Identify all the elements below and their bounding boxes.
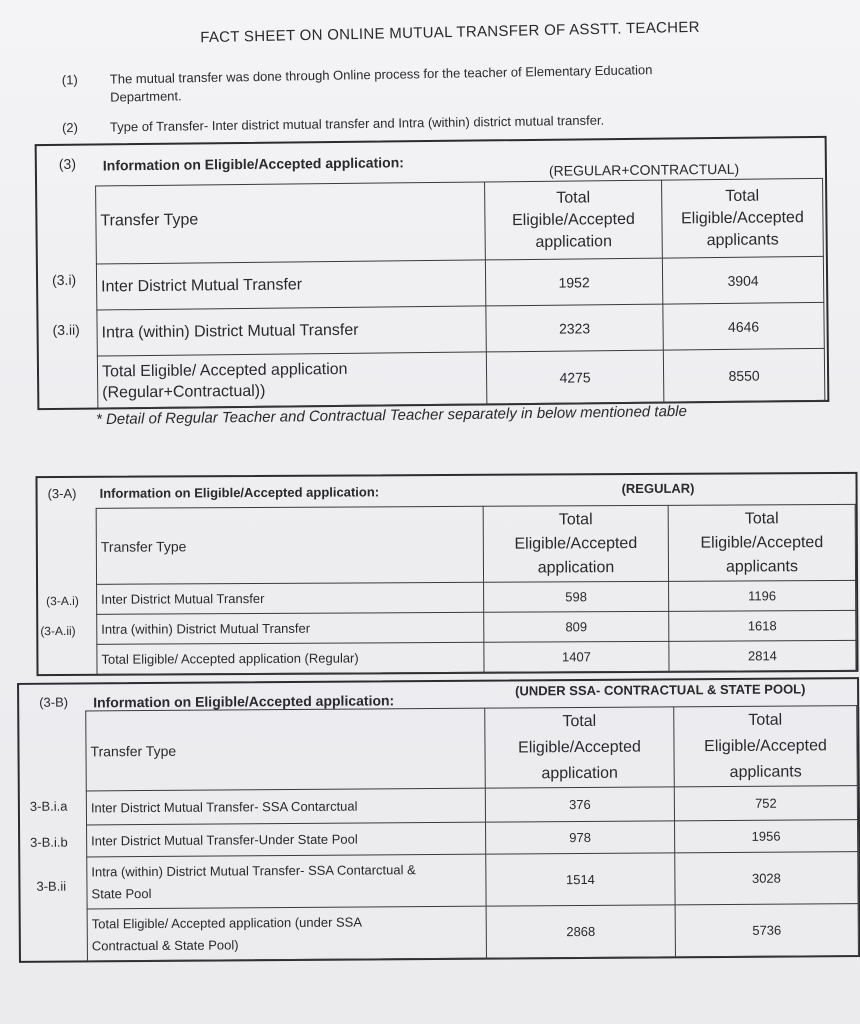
cell-applicants: 1196: [669, 580, 856, 611]
cell-type: Inter District Mutual Transfer: [96, 260, 485, 310]
col-header-type: Transfer Type: [96, 182, 486, 264]
total-label-line: Total Eligible/ Accepted application: [101, 360, 348, 380]
section-3b-box: [17, 677, 860, 963]
table-total-row: [87, 904, 858, 961]
cell-applicants: 2814: [669, 640, 856, 671]
table-row: [97, 302, 824, 356]
point-text-line1: The mutual transfer was done through Online process for the teacher of Elementary Education: [109, 62, 653, 87]
total-label-line: Total Eligible/ Accepted application (under SSA: [91, 914, 363, 931]
row-id: 3-B.ii: [36, 878, 67, 894]
cell-applicants: 8550: [663, 348, 825, 402]
cell-application: 809: [484, 611, 669, 642]
header-line: application: [537, 558, 615, 577]
footnote: * Detail of Regular Teacher and Contractual Teacher separately in below mentioned table: [95, 402, 688, 429]
section-category: (REGULAR+CONTRACTUAL): [548, 160, 740, 179]
cell-application: 978: [486, 821, 675, 854]
cell-type: Total Eligible/ Accepted application (Regular): [97, 642, 484, 674]
cell-applicants: 4646: [663, 302, 824, 350]
header-line: Eligible/Accepted: [704, 736, 827, 755]
header-line: applicants: [725, 557, 799, 576]
data-table: [85, 705, 859, 961]
cell-application: 376: [485, 787, 674, 822]
cell-type: [97, 352, 487, 408]
cell-applicants: 1618: [669, 610, 856, 641]
section-heading: Information on Eligible/Accepted application:: [102, 154, 404, 174]
table-row: [96, 256, 823, 310]
row-id: (3-A.ii): [40, 623, 76, 639]
col-header-applicants: [662, 178, 824, 258]
section-number: (3-A): [47, 485, 77, 502]
col-header-application: [485, 180, 663, 260]
total-label-line: (Regular+Contractual)): [102, 382, 266, 401]
point-number: (2): [61, 119, 78, 136]
data-table: [96, 504, 857, 675]
cell-application: 4275: [486, 350, 664, 404]
point-1: [62, 60, 803, 113]
row-id: 3-B.i.b: [30, 834, 68, 850]
cell-type: [87, 854, 486, 909]
cell-type: Inter District Mutual Transfer-Under State Pool: [87, 822, 486, 857]
col-header-type: Transfer Type: [96, 506, 483, 584]
cell-type: Intra (within) District Mutual Transfer: [97, 612, 484, 644]
cell-application: 598: [484, 581, 669, 612]
cell-type: [87, 906, 486, 961]
data-table: [95, 178, 825, 409]
cell-application: 1952: [485, 258, 662, 306]
header-line: Total: [562, 712, 597, 730]
cell-application: 1407: [484, 641, 669, 672]
table-header-row: [96, 504, 855, 584]
row-id: (3.i): [51, 271, 77, 288]
cell-applicants: 5736: [675, 904, 858, 957]
row-id: (3.ii): [52, 321, 80, 338]
section-number: (3): [58, 155, 77, 172]
table-row: [87, 852, 858, 909]
header-line: Eligible/Accepted: [514, 534, 638, 553]
cell-applicants: 3028: [675, 852, 858, 905]
table-header-row: [96, 178, 824, 264]
cell-applicants: 752: [674, 786, 857, 821]
cell-application: 2868: [486, 905, 675, 958]
row-id: 3-B.i.a: [29, 798, 68, 814]
table-total-row: [97, 348, 825, 408]
type-line: Intra (within) District Mutual Transfer- SSA Contarctual &: [91, 861, 416, 879]
header-line: Total: [725, 187, 760, 205]
section-heading: Information on Eligible/Accepted application:: [93, 692, 395, 711]
section-heading: Information on Eligible/Accepted application:: [99, 484, 380, 501]
table-total-row: [97, 640, 856, 674]
section-category: (UNDER SSA- CONTRACTUAL & STATE POOL): [515, 681, 806, 699]
section-category: (REGULAR): [621, 480, 695, 497]
col-header-type: Transfer Type: [86, 708, 486, 791]
cell-application: 2323: [486, 304, 663, 352]
point-2: [62, 110, 802, 140]
header-line: Eligible/Accepted: [518, 738, 641, 756]
header-line: Eligible/Accepted: [700, 533, 824, 552]
cell-type: Inter District Mutual Transfer- SSA Contarctual: [86, 788, 485, 825]
type-line: State Pool: [91, 885, 152, 901]
table-row: [86, 786, 857, 825]
header-line: Total: [748, 711, 783, 729]
header-line: application: [535, 232, 613, 251]
section-number: (3-B): [39, 694, 69, 710]
section-3a-box: [35, 472, 858, 676]
table-row: [97, 580, 856, 614]
table-row: [97, 610, 856, 644]
cell-type: Inter District Mutual Transfer: [97, 582, 484, 614]
point-text-line2: Department.: [110, 88, 182, 105]
header-line: applicants: [706, 230, 779, 249]
header-line: applicants: [729, 762, 802, 781]
cell-applicants: 3904: [662, 256, 823, 304]
header-line: Total: [556, 188, 591, 207]
col-header-application: [483, 505, 668, 582]
total-label-line: Contractual & State Pool): [91, 936, 239, 953]
section-3-box: [35, 136, 830, 410]
row-id: (3-A.i): [46, 593, 79, 609]
col-header-applicants: [668, 504, 855, 581]
header-line: Eligible/Accepted: [680, 208, 804, 227]
col-header-application: [485, 707, 675, 788]
page-title: FACT SHEET ON ONLINE MUTUAL TRANSFER OF ASSTT. TEACHER: [200, 18, 700, 47]
header-line: Eligible/Accepted: [511, 210, 635, 229]
point-number: (1): [61, 72, 78, 88]
header-line: application: [541, 764, 618, 782]
point-text: Type of Transfer- Inter district mutual transfer and Intra (within) district mutual transfer.: [109, 112, 605, 135]
cell-applicants: 1956: [675, 820, 858, 853]
cell-application: 1514: [486, 853, 675, 906]
header-line: Total: [744, 509, 779, 527]
header-line: Total: [558, 510, 593, 528]
table-row: [87, 820, 858, 857]
table-header-row: [86, 706, 858, 791]
col-header-applicants: [674, 706, 858, 787]
cell-type: Intra (within) District Mutual Transfer: [97, 306, 486, 356]
